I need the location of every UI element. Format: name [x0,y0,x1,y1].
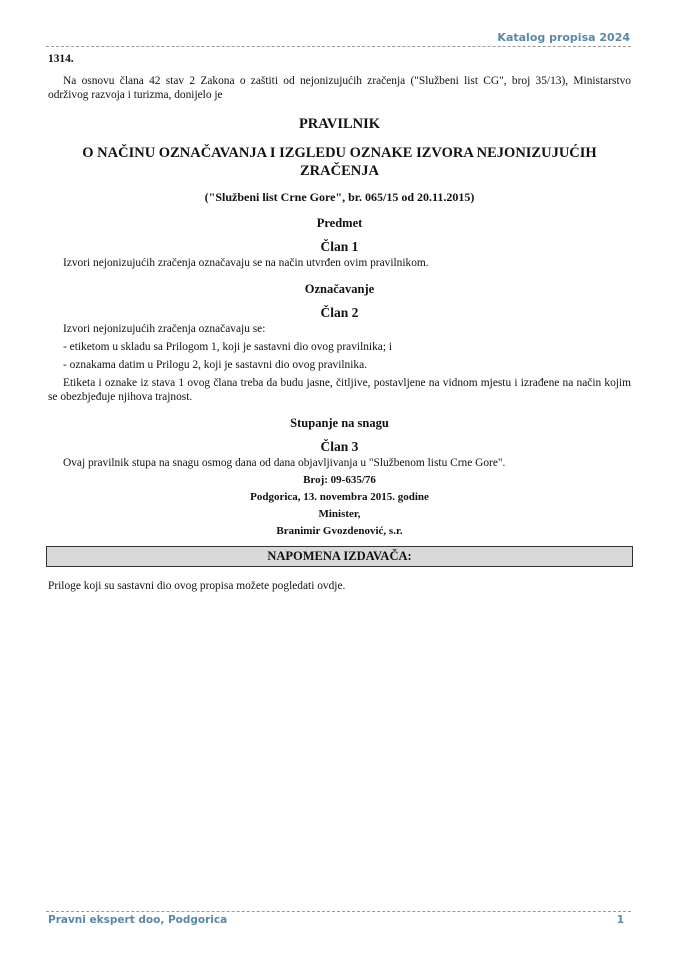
publisher-note-text[interactable]: Priloge koji su sastavni dio ovog propisa možete pogledati ovdje. [48,580,346,592]
signatory-name: Branimir Gvozdenović, s.r. [276,525,403,537]
document-title: O NAČINU OZNAČAVANJA I IZGLEDU OZNAKE IZVORA NEJONIZUJUĆIH ZRAČENJA [82,145,597,179]
article-2-item-1: - etiketom u skladu sa Prilogom 1, koji je sastavni dio ovog pravilnika; i [63,341,393,353]
signatory-role: Minister, [318,508,361,520]
article-1-text: Izvori nejonizujućih zračenja označavaju se na način utvrđen ovim pravilnikom. [63,257,429,269]
footer-divider [46,911,631,912]
article-2-intro: Izvori nejonizujućih zračenja označavaju se: [63,323,266,335]
article-1-heading: Član 1 [320,239,359,254]
document-reference-number: Broj: 09-635/76 [303,474,376,486]
publisher-note-banner: NAPOMENA IZDAVAČA: [46,546,633,567]
gazette-reference: ("Službeni list Crne Gore", br. 065/15 od 20.11.2015) [204,190,475,204]
article-3-text: Ovaj pravilnik stupa na snagu osmog dana od dana objavljivanja u "Službenom listu Crne Gore". [63,457,506,469]
article-3-heading: Član 3 [320,439,359,454]
section-title-oznacavanje: Označavanje [304,282,375,296]
header-divider [46,46,631,47]
article-2-item-2: - oznakama datim u Prilogu 2, koji je sastavni dio ovog pravilnika. [63,359,368,371]
article-2-paragraph-2: Etiketa i oznake iz stava 1 ovog člana treba da budu jasne, čitljive, postavljene na vidnom mjestu i izrađene na način kojim se obezbjeđuje njihova trajnost. [48,377,631,403]
document-heading: PRAVILNIK [298,116,381,132]
footer-publisher: Pravni ekspert doo, Podgorica [48,914,228,926]
article-2-heading: Član 2 [320,305,359,320]
preamble: Na osnovu člana 42 stav 2 Zakona o zaštiti od nejonizujućih zračenja ("Službeni list CG", broj 35/13), Ministarstvo održivog razvoja i turizma, donijelo je [48,75,631,101]
place-and-date: Podgorica, 13. novembra 2015. godine [250,491,429,503]
page-number: 1 [616,914,624,926]
section-title-stupanje: Stupanje na snagu [290,416,389,430]
section-title-predmet: Predmet [316,216,363,230]
document-body [48,52,631,593]
catalog-header-title: Katalog propisa 2024 [497,31,630,44]
document-number: 1314. [48,53,74,65]
